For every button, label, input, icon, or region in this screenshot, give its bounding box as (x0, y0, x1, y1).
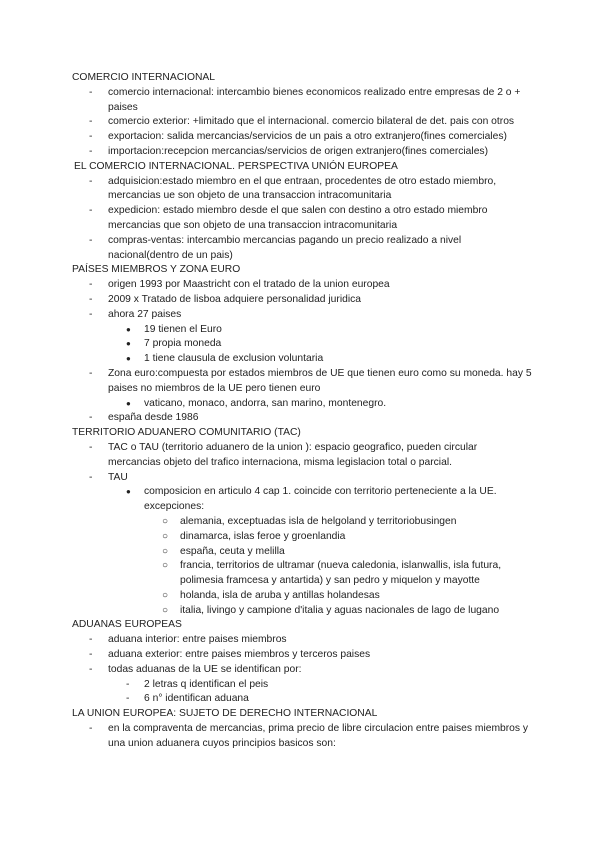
list-item (72, 678, 532, 693)
section-heading: ADUANAS EUROPEAS (72, 619, 182, 631)
list-marker: - (89, 175, 93, 187)
section-heading: TERRITORIO ADUANERO COMUNITARIO (TAC) (72, 427, 301, 439)
list-item (72, 589, 532, 604)
list-item-text: 6 n° identifican aduana (144, 693, 249, 705)
list-marker: - (89, 205, 93, 217)
list-marker: ○ (162, 589, 169, 601)
list-marker: ○ (162, 604, 169, 616)
list-item (72, 323, 532, 338)
list-marker: - (89, 649, 93, 661)
list-item-text: origen 1993 por Maastricht con el tratado de la union europea (108, 279, 390, 291)
list-marker: - (89, 634, 93, 646)
list-marker: - (89, 471, 93, 483)
list-item (72, 559, 532, 589)
list-item (72, 545, 532, 560)
list-item (72, 722, 532, 752)
list-item-text: holanda, isla de aruba y antillas holandesas (180, 589, 380, 601)
list-marker: ● (126, 354, 131, 364)
list-item-text: TAU (108, 471, 128, 483)
list-item (72, 633, 532, 648)
list-item (72, 352, 532, 367)
list-marker: ● (126, 339, 131, 349)
list-marker: - (126, 693, 130, 705)
list-marker: ● (126, 324, 131, 334)
list-marker: ○ (162, 545, 169, 557)
list-item-text: 7 propia moneda (144, 338, 222, 350)
list-item (72, 530, 532, 545)
list-item (72, 130, 532, 145)
list-item (72, 441, 532, 471)
list-item-text: 1 tiene clausula de exclusion voluntaria (144, 353, 324, 365)
list-item-text: 19 tienen el Euro (144, 323, 222, 335)
list-item-text: en la compraventa de mercancias, prima precio de libre circulacion entre paises miembros y una union aduanera cuyos principios basicos son: (108, 723, 529, 749)
section (72, 263, 532, 426)
list-item (72, 663, 532, 678)
list-item (72, 278, 532, 293)
list-marker: ○ (162, 515, 169, 527)
list-item-text: importacion:recepcion mercancias/servicios de origen extranjero(fines comerciales) (108, 145, 488, 157)
section-heading: PAÍSES MIEMBROS Y ZONA EURO (72, 264, 241, 276)
section (72, 618, 532, 707)
list-marker: ● (126, 487, 131, 497)
list-marker: - (89, 412, 93, 424)
list-item (72, 471, 532, 486)
list-item-text: todas aduanas de la UE se identifican por: (108, 663, 302, 675)
list-item-text: francia, territorios de ultramar (nueva caledonia, islanwallis, isla futura, polimesia framcesa y antartida) y san pedro y miquelon y mayotte (180, 560, 502, 587)
list-item-text: expedicion: estado miembro desde el que salen con destino a otro estado miembro mercancias que son objeto de una transaccion intracomunitaria (108, 205, 488, 231)
list-marker: - (89, 293, 93, 305)
list-marker: - (126, 678, 130, 690)
list-item (72, 411, 532, 426)
list-marker: - (89, 131, 93, 143)
list-item (72, 367, 532, 397)
list-item (72, 293, 532, 308)
list-item (72, 604, 532, 619)
list-item-text: italia, livingo y campione d'italia y aguas nacionales de lago de lugano (180, 604, 500, 616)
list-item-text: españa, ceuta y melilla (180, 545, 285, 557)
list-marker: - (89, 279, 93, 291)
list-item-text: comercio internacional: intercambio bienes economicos realizado entre empresas de 2 o + paises (108, 86, 521, 113)
document-body (72, 71, 532, 752)
list-item-text: alemania, exceptuadas isla de helgoland y territoriobusingen (180, 515, 457, 527)
list-item-text: 2 letras q identifican el peis (144, 678, 269, 690)
list-item-text: adquisicion:estado miembro en el que entraan, procedentes de otro estado miembro, mercancias ue son objeto de una transaccion intracomunitaria (108, 175, 497, 202)
section (72, 71, 532, 160)
list-item (72, 145, 532, 160)
list-item-text: exportacion: salida mercancias/servicios de un pais a otro extranjero(fines comerciales) (108, 131, 507, 143)
list-marker: - (89, 723, 93, 735)
list-item-text: composicion en articulo 4 cap 1. coincide con territorio perteneciente a la UE. excepciones: (144, 486, 497, 513)
list-marker: - (89, 367, 93, 379)
list-item (72, 515, 532, 530)
list-item-text: aduana exterior: entre paises miembros y terceros paises (108, 649, 371, 661)
list-item-text: españa desde 1986 (108, 412, 199, 424)
section (72, 160, 532, 264)
list-item (72, 204, 532, 234)
list-item (72, 115, 532, 130)
list-item (72, 175, 532, 205)
list-item-text: compras-ventas: intercambio mercancias pagando un precio realizado a nivel nacional(dentro de un pais) (108, 234, 462, 261)
list-item (72, 86, 532, 116)
list-item (72, 337, 532, 352)
list-marker: ● (126, 398, 131, 408)
list-marker: ○ (162, 530, 169, 542)
section-heading: COMERCIO INTERNACIONAL (72, 72, 216, 83)
list-item-text: 2009 x Tratado de lisboa adquiere personalidad juridica (108, 293, 362, 305)
list-item (72, 648, 532, 663)
list-marker: - (89, 116, 93, 128)
list-item-text: comercio exterior: +limitado que el internacional. comercio bilateral de det. pais con otros (108, 116, 515, 128)
list-item (72, 692, 532, 707)
list-marker: - (89, 663, 93, 675)
section (72, 426, 532, 618)
list-marker: - (89, 234, 93, 246)
list-item (72, 234, 532, 264)
list-marker: - (89, 308, 93, 320)
section-heading: LA UNION EUROPEA: SUJETO DE DERECHO INTERNACIONAL (72, 708, 378, 720)
section (72, 707, 532, 751)
section-heading: EL COMERCIO INTERNACIONAL. PERSPECTIVA UNIÓN EUROPEA (74, 160, 398, 172)
list-marker: - (89, 86, 93, 98)
list-item-text: ahora 27 paises (108, 308, 182, 320)
list-item-text: vaticano, monaco, andorra, san marino, montenegro. (144, 397, 387, 409)
list-marker: - (89, 441, 93, 453)
list-item (72, 485, 532, 515)
list-item-text: dinamarca, islas feroe y groenlandia (180, 530, 346, 542)
list-item-text: aduana interior: entre paises miembros (108, 634, 287, 646)
list-item (72, 397, 532, 412)
list-item (72, 308, 532, 323)
list-item-text: Zona euro:compuesta por estados miembros de UE que tienen euro como su moneda. hay 5 paises no miembros de la UE pero tienen euro (108, 367, 532, 394)
list-item-text: TAC o TAU (territorio aduanero de la union ): espacio geografico, pueden circular mercancias objeto del trafico internaciona, misma legislacion total o parcial. (108, 441, 478, 468)
list-marker: - (89, 145, 93, 157)
list-marker: ○ (162, 560, 169, 572)
